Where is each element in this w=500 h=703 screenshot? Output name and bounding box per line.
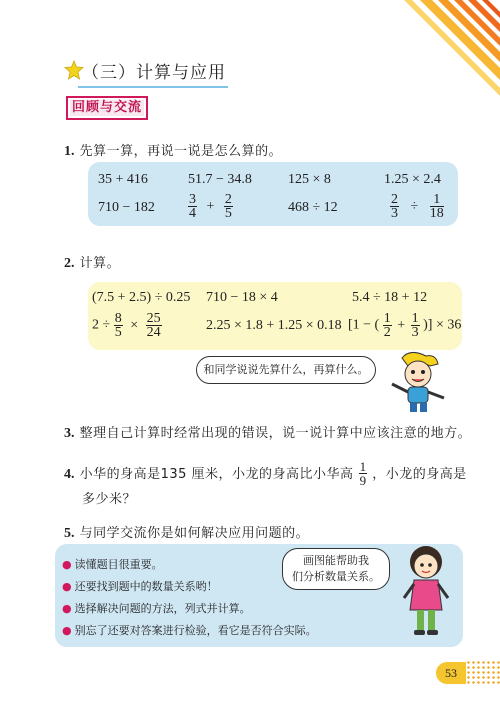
q1-expr-4: 1.25 × 2.4 <box>384 172 441 187</box>
tip-item: ● 还要找到题中的数量关系哟！ <box>62 580 218 593</box>
question-3: 3. 整理自己计算时经常出现的错误，说一说计算中应该注意的地方。 <box>64 426 472 441</box>
question-4: 4. 小华的身高是135 厘米，小龙的身高比小华高 $\frac{1}{9}$ ，小龙的身高是 <box>64 459 467 488</box>
question-4-cont: 多少米？ <box>82 492 137 507</box>
question-5: 5. 与同学交流你是如何解决应用问题的。 <box>64 526 310 541</box>
q1-expr-2: 51.7 − 34.8 <box>188 172 252 187</box>
q1-expr-7: 468 ÷ 12 <box>288 200 338 215</box>
tip-item: ● 读懂题目很重要。 <box>62 558 163 571</box>
speech-bubble-2: 画图能帮助我 们分析数量关系。 <box>282 548 390 590</box>
q2-expr-3: 5.4 ÷ 18 + 12 <box>352 290 428 305</box>
corner-stripes-decoration <box>390 0 500 110</box>
girl-cartoon-icon <box>396 540 456 640</box>
q1-expr-5: 710 − 182 <box>98 200 155 215</box>
q1-expr-8: $\frac{2}{3}$ ÷ $\frac{1}{18}$ <box>391 192 444 221</box>
tip-item: ● 别忘了还要对答案进行检验，看它是否符合实际。 <box>62 624 317 637</box>
question-1: 1. 先算一算，再说一说是怎么算的。 <box>64 144 283 159</box>
q2-expr-1: (7.5 + 2.5) ÷ 0.25 <box>92 290 191 305</box>
star-icon <box>64 60 84 80</box>
q1-expr-6: $\frac{3}{4}$ + $\frac{2}{5}$ <box>189 192 232 221</box>
q2-expr-4: 2 ÷ $\frac{8}{5}$ × $\frac{25}{24}$ <box>92 311 161 340</box>
title-underline <box>78 86 228 88</box>
boy-cartoon-icon <box>380 350 454 414</box>
page-number: 53 <box>436 662 466 684</box>
question-2: 2. 计算。 <box>64 256 121 271</box>
speech-bubble: 和同学说说先算什么，再算什么。 <box>196 356 376 384</box>
q1-expr-1: 35 + 416 <box>98 172 148 187</box>
q2-expr-6: [1 − ( $\frac{1}{2}$ + $\frac{1}{3}$ )] × 36 <box>348 311 462 340</box>
review-badge: 回顾与交流 <box>66 96 148 120</box>
q1-expr-3: 125 × 8 <box>288 172 331 187</box>
tip-item: ● 选择解决问题的方法，列式并计算。 <box>62 602 251 615</box>
q2-expr-5: 2.25 × 1.8 + 1.25 × 0.18 <box>206 318 342 333</box>
q2-expr-2: 710 − 18 × 4 <box>206 290 278 305</box>
dots-decoration <box>466 660 500 686</box>
section-title: （三）计算与应用 <box>82 63 226 83</box>
